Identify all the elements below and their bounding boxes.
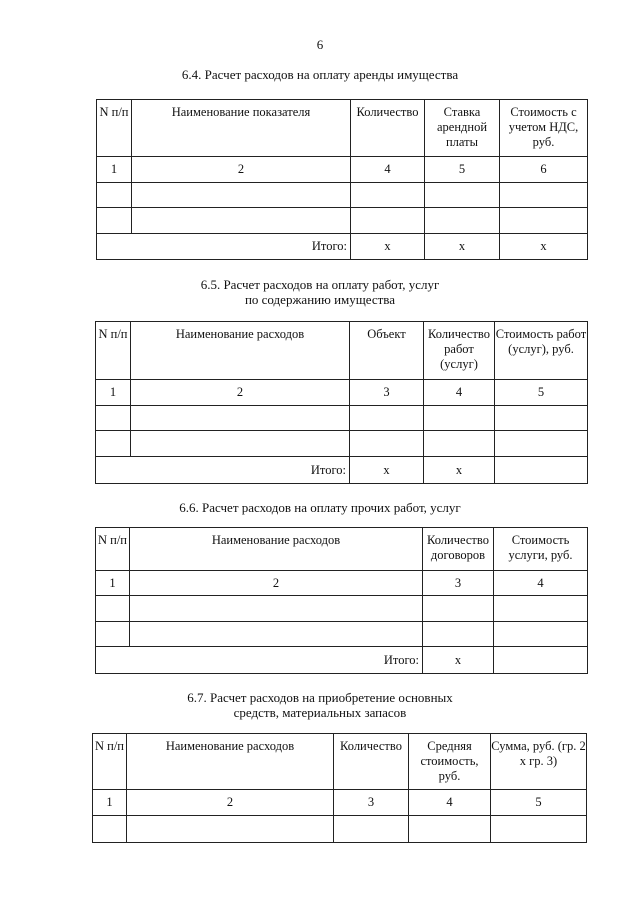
empty-cell: [96, 622, 130, 647]
empty-cell: [96, 431, 131, 457]
table-property-maintenance-expenses: [95, 321, 588, 484]
column-number-row: [93, 790, 587, 816]
empty-row: [96, 596, 588, 622]
empty-cell: [495, 406, 588, 431]
header-cell: Объект: [350, 322, 424, 380]
table-rent-expenses: [96, 99, 588, 260]
empty-cell: [495, 431, 588, 457]
header-cell: N п/п: [93, 734, 127, 790]
empty-cell: [424, 431, 495, 457]
header-cell: Наименование расходов: [131, 322, 350, 380]
total-value: x: [351, 234, 425, 260]
table-other-services-expenses: [95, 527, 588, 674]
header-cell: Наименование показателя: [132, 100, 351, 157]
section-6-5-title: 6.5. Расчет расходов на оплату работ, услуг по содержанию имущества: [200, 277, 440, 307]
empty-row: [93, 816, 587, 843]
empty-cell: [130, 622, 423, 647]
empty-row: [97, 183, 588, 208]
header-row: [93, 734, 587, 790]
empty-cell: [127, 816, 334, 843]
column-number: 6: [500, 157, 588, 183]
empty-cell: [97, 208, 132, 234]
header-row: [96, 322, 588, 380]
empty-cell: [500, 183, 588, 208]
empty-cell: [494, 622, 588, 647]
header-cell: Количество договоров: [423, 528, 494, 571]
column-number: 4: [494, 571, 588, 596]
section-6-6-title: 6.6. Расчет расходов на оплату прочих работ, услуг: [179, 500, 461, 515]
column-number-row: [96, 571, 588, 596]
empty-cell: [97, 183, 132, 208]
empty-cell: [132, 183, 351, 208]
total-row: [97, 234, 588, 260]
total-value: x: [424, 457, 495, 484]
empty-cell: [96, 596, 130, 622]
column-number: 2: [130, 571, 423, 596]
header-row: [97, 100, 588, 157]
empty-cell: [131, 431, 350, 457]
empty-cell: [424, 406, 495, 431]
empty-cell: [423, 622, 494, 647]
empty-cell: [131, 406, 350, 431]
header-cell: Количество работ (услуг): [424, 322, 495, 380]
page-number: 6: [316, 37, 324, 52]
column-number: 4: [409, 790, 491, 816]
empty-row: [96, 406, 588, 431]
section-6-4-title: 6.4. Расчет расходов на оплату аренды имущества: [181, 67, 459, 82]
empty-row: [96, 431, 588, 457]
column-number: 2: [131, 380, 350, 406]
empty-cell: [132, 208, 351, 234]
empty-row: [96, 622, 588, 647]
column-number: 3: [423, 571, 494, 596]
empty-cell: [500, 208, 588, 234]
empty-cell: [351, 208, 425, 234]
column-number: 5: [491, 790, 587, 816]
header-cell: N п/п: [97, 100, 132, 157]
empty-cell: [93, 816, 127, 843]
column-number: 5: [495, 380, 588, 406]
column-number-row: [96, 380, 588, 406]
total-value: x: [500, 234, 588, 260]
column-number: 3: [350, 380, 424, 406]
header-cell: Количество: [351, 100, 425, 157]
section-6-7-title: 6.7. Расчет расходов на приобретение основных средств, материальных запасов: [187, 690, 453, 720]
header-cell: Средняя стоимость, руб.: [409, 734, 491, 790]
header-cell: Ставка арендной платы: [425, 100, 500, 157]
total-value: [494, 647, 588, 674]
header-cell: Стоимость работ (услуг), руб.: [495, 322, 588, 380]
column-number: 2: [127, 790, 334, 816]
total-value: x: [350, 457, 424, 484]
header-cell: Количество: [334, 734, 409, 790]
header-cell: N п/п: [96, 528, 130, 571]
total-label: Итого:: [96, 647, 423, 674]
total-label: Итого:: [96, 457, 350, 484]
empty-cell: [350, 431, 424, 457]
header-cell: Стоимость с учетом НДС, руб.: [500, 100, 588, 157]
column-number: 1: [96, 380, 131, 406]
empty-row: [97, 208, 588, 234]
total-value: x: [423, 647, 494, 674]
empty-cell: [494, 596, 588, 622]
column-number: 4: [351, 157, 425, 183]
column-number: 5: [425, 157, 500, 183]
empty-cell: [425, 183, 500, 208]
header-cell: Наименование расходов: [130, 528, 423, 571]
empty-cell: [351, 183, 425, 208]
header-cell: Наименование расходов: [127, 734, 334, 790]
total-value: [495, 457, 588, 484]
header-row: [96, 528, 588, 571]
column-number: 1: [93, 790, 127, 816]
total-label: Итого:: [97, 234, 351, 260]
total-row: [96, 457, 588, 484]
column-number: 2: [132, 157, 351, 183]
empty-cell: [130, 596, 423, 622]
header-cell: Сумма, руб. (гр. 2 x гр. 3): [491, 734, 587, 790]
empty-cell: [491, 816, 587, 843]
column-number: 3: [334, 790, 409, 816]
empty-cell: [409, 816, 491, 843]
empty-cell: [425, 208, 500, 234]
column-number: 4: [424, 380, 495, 406]
empty-cell: [350, 406, 424, 431]
column-number-row: [97, 157, 588, 183]
total-row: [96, 647, 588, 674]
table-fixed-assets-expenses: [92, 733, 587, 843]
column-number: 1: [96, 571, 130, 596]
header-cell: Стоимость услуги, руб.: [494, 528, 588, 571]
header-cell: N п/п: [96, 322, 131, 380]
total-value: x: [425, 234, 500, 260]
empty-cell: [96, 406, 131, 431]
column-number: 1: [97, 157, 132, 183]
empty-cell: [423, 596, 494, 622]
empty-cell: [334, 816, 409, 843]
